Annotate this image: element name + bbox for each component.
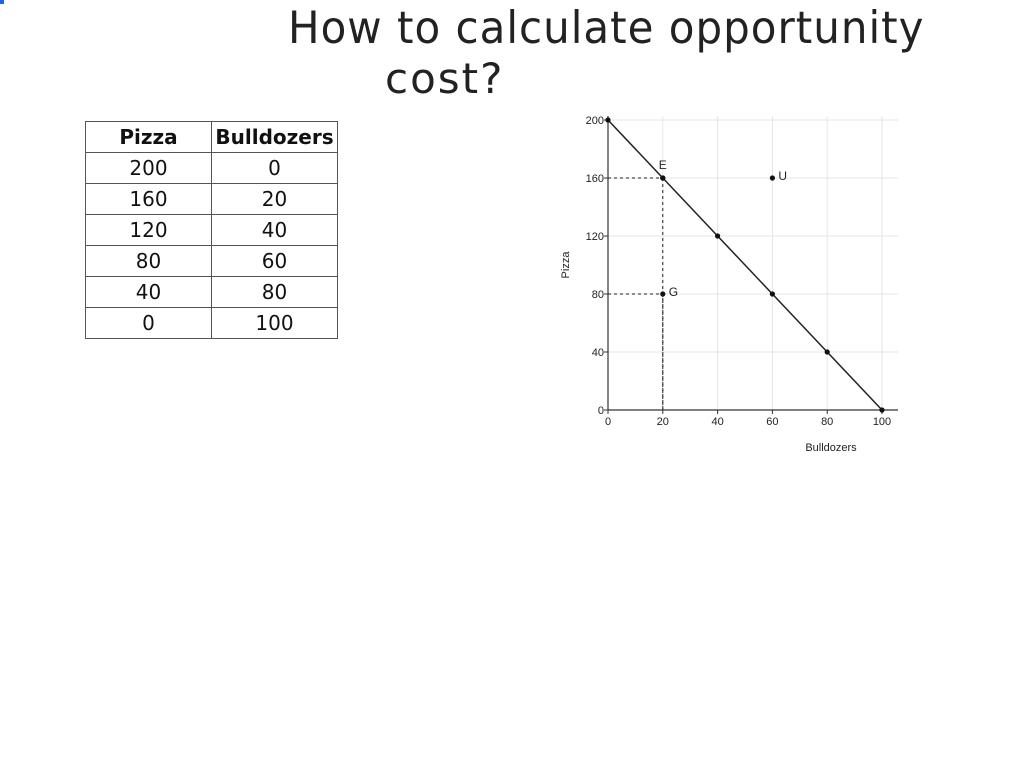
ppf-line xyxy=(608,120,882,410)
x-tick-label: 20 xyxy=(656,416,669,428)
y-tick-label: 40 xyxy=(591,347,604,359)
ppf-data-point xyxy=(715,233,720,238)
table-row xyxy=(86,153,338,184)
table-cell-pizza: 40 xyxy=(86,277,212,308)
x-tick-label: 80 xyxy=(821,416,834,428)
table-cell-pizza: 0 xyxy=(86,308,212,339)
ppf-data-point xyxy=(770,291,775,296)
table-row xyxy=(86,246,338,277)
x-axis-title: Bulldozers xyxy=(805,442,857,454)
table-cell-pizza: 200 xyxy=(86,153,212,184)
page-title: How to calculate opportunity xyxy=(288,2,925,54)
data-table xyxy=(85,121,338,339)
table-cell-bulldozers: 0 xyxy=(212,153,338,184)
table-row xyxy=(86,277,338,308)
ppf-chart xyxy=(550,100,910,470)
x-tick-label: 100 xyxy=(872,416,892,428)
y-tick-label: 0 xyxy=(597,405,604,417)
table-header-pizza: Pizza xyxy=(86,122,212,153)
table-row xyxy=(86,215,338,246)
table-cell-pizza: 80 xyxy=(86,246,212,277)
x-tick-label: 0 xyxy=(604,416,612,428)
y-tick-label: 120 xyxy=(585,231,604,243)
chart-series xyxy=(605,117,884,412)
chart-grid xyxy=(608,116,898,410)
y-tick-label: 80 xyxy=(591,289,604,301)
table-row xyxy=(86,308,338,339)
point-label-e: E xyxy=(658,158,667,172)
x-tick-label: 40 xyxy=(711,416,724,428)
ppf-data-point xyxy=(879,407,884,412)
table-cell-pizza: 160 xyxy=(86,184,212,215)
table-cell-bulldozers: 100 xyxy=(212,308,338,339)
x-tick-label: 60 xyxy=(766,416,779,428)
table-header-bulldozers: Bulldozers xyxy=(212,122,338,153)
table-row xyxy=(86,184,338,215)
labeled-point-u xyxy=(770,175,775,180)
page-title-line2: cost? xyxy=(385,54,505,103)
point-label-u: U xyxy=(778,169,788,183)
table-cell-bulldozers: 80 xyxy=(212,277,338,308)
point-label-g: G xyxy=(668,285,679,299)
corner-marker xyxy=(0,0,4,4)
table-cell-bulldozers: 40 xyxy=(212,215,338,246)
y-axis-title: Pizza xyxy=(560,251,572,279)
chart-labeled-points xyxy=(659,158,787,299)
labeled-point-e xyxy=(660,175,665,180)
table-cell-bulldozers: 20 xyxy=(212,184,338,215)
table-cell-bulldozers: 60 xyxy=(212,246,338,277)
y-tick-label: 160 xyxy=(585,173,604,185)
labeled-point-g xyxy=(660,291,665,296)
table-header-row xyxy=(86,122,338,153)
y-tick-label: 200 xyxy=(585,115,604,127)
ppf-data-point xyxy=(605,117,610,122)
ppf-data-point xyxy=(825,349,830,354)
chart-axes xyxy=(586,115,898,428)
table-cell-pizza: 120 xyxy=(86,215,212,246)
